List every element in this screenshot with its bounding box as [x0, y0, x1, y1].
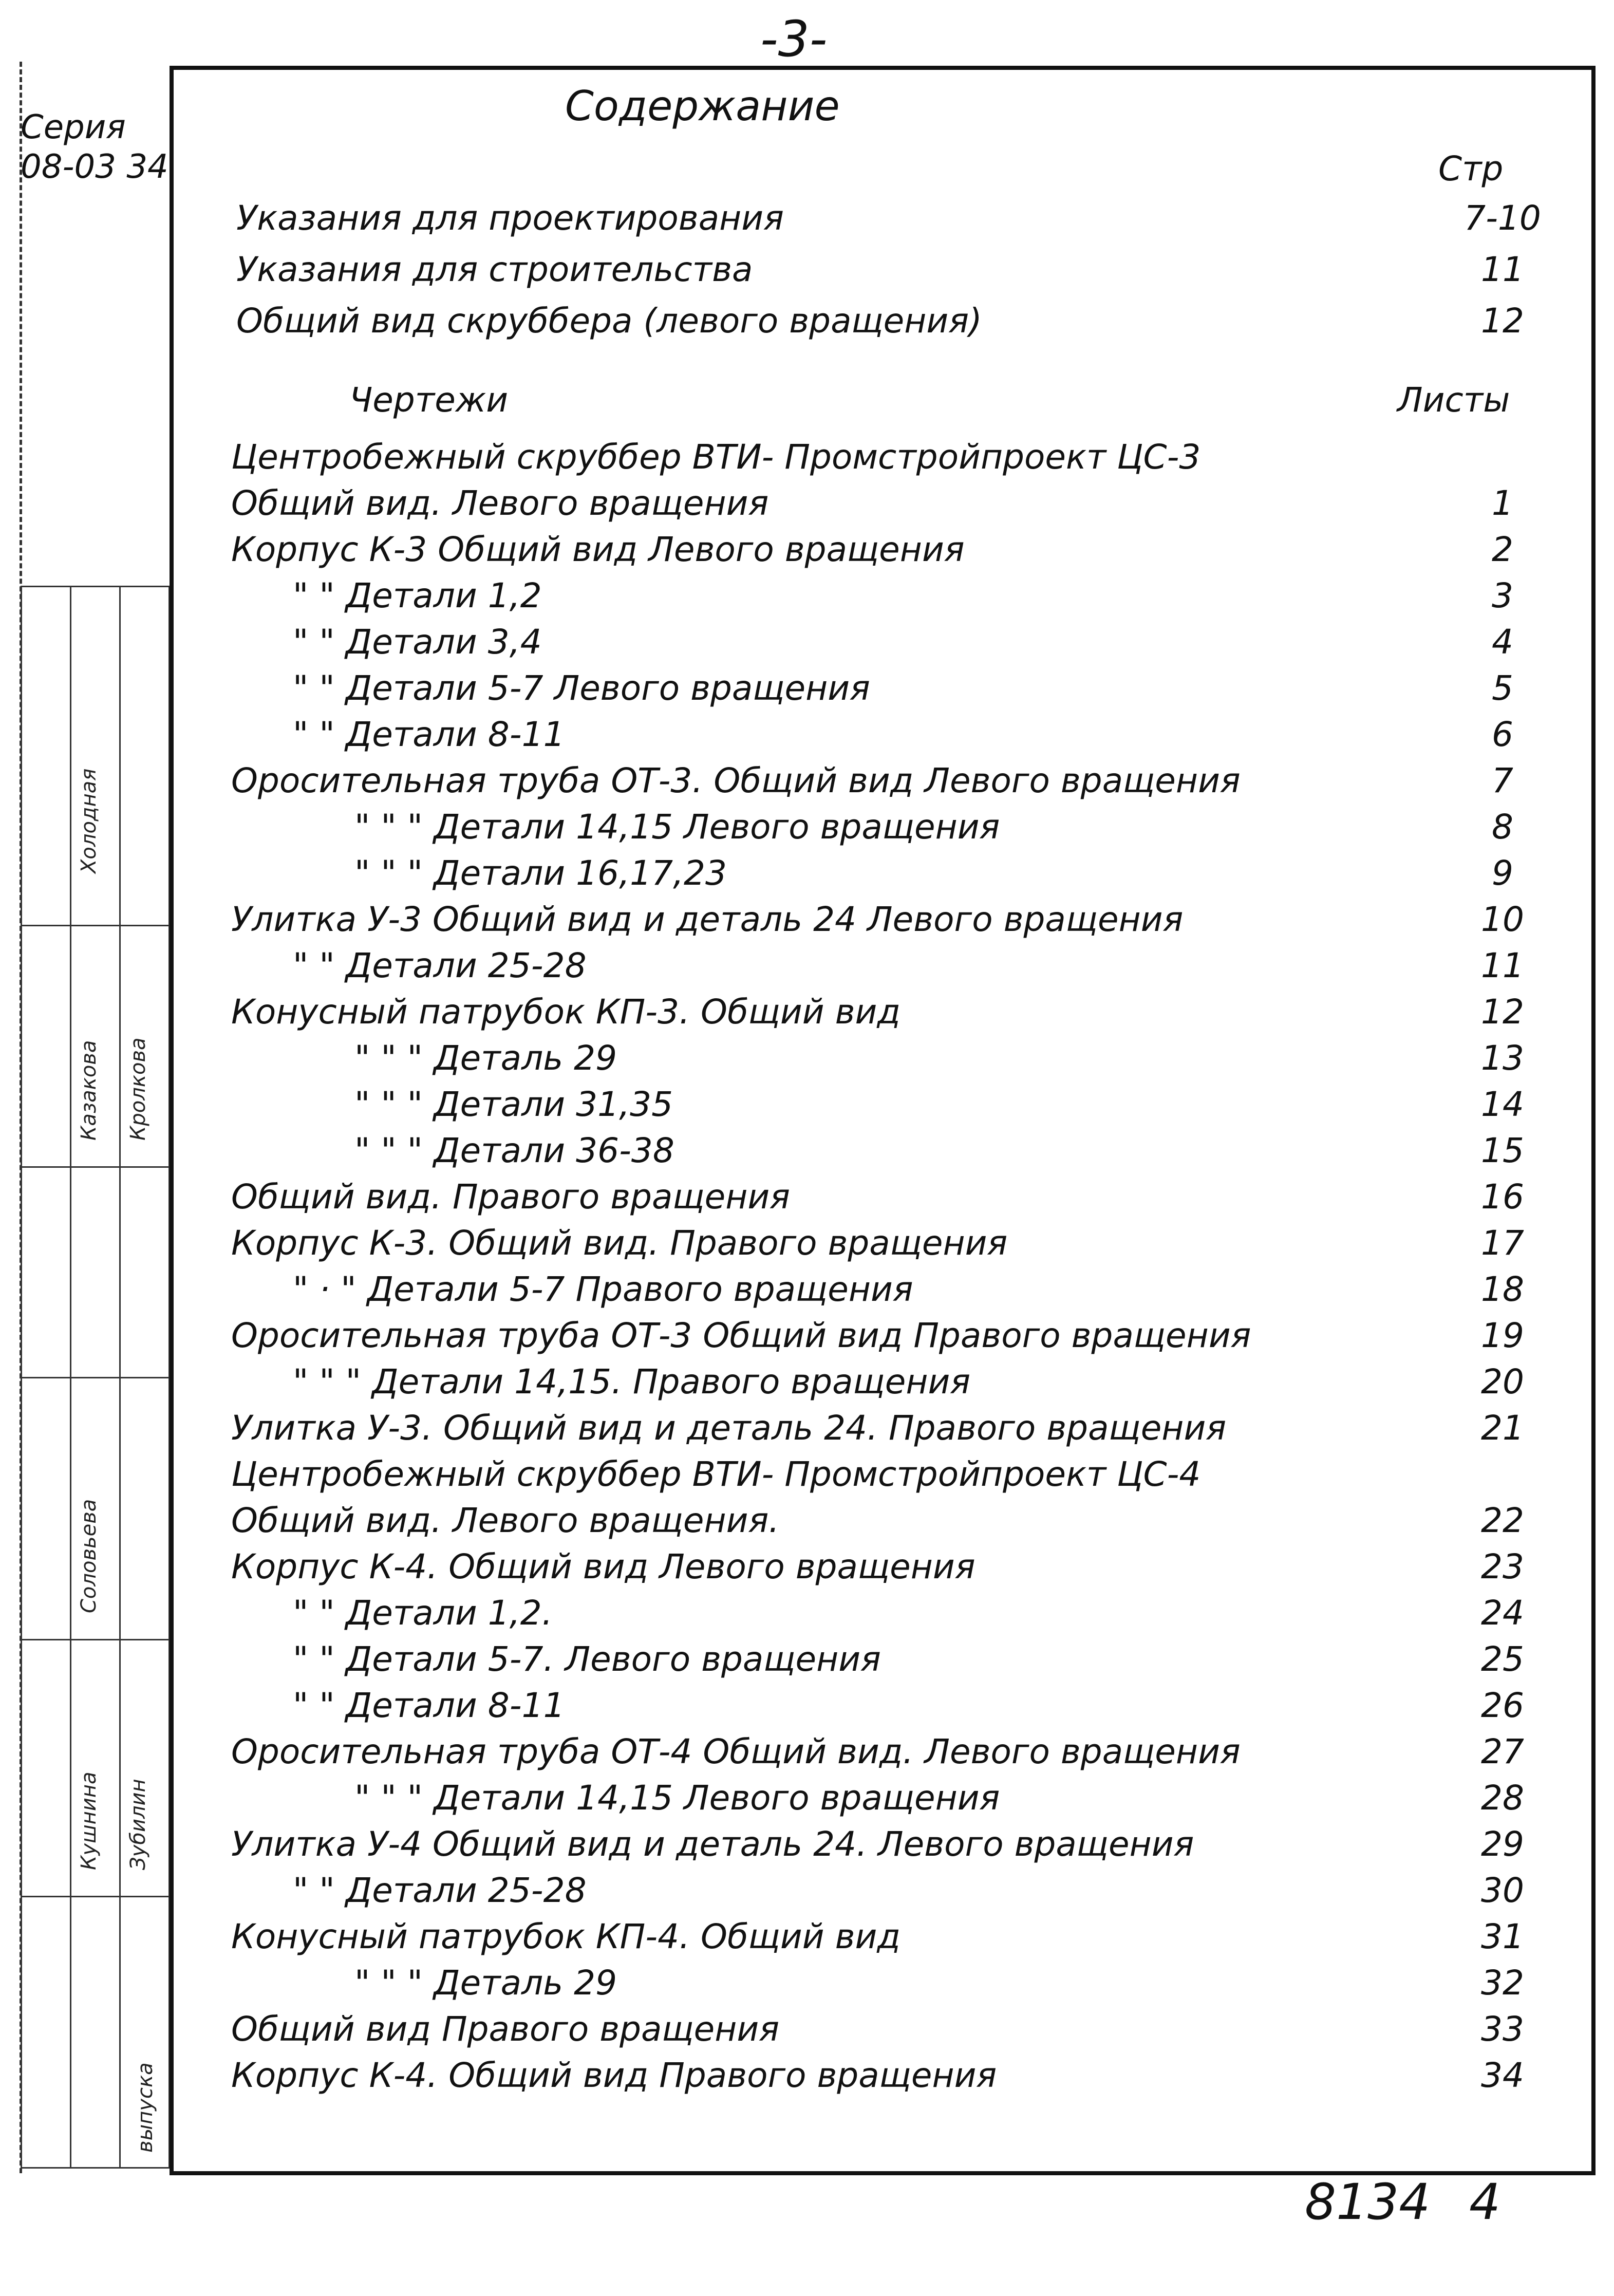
toc-entry-label: " " Детали 8-11 [293, 715, 565, 754]
toc-entry [0, 1914, 1614, 1960]
toc-entry-label: Центробежный скруббер ВТИ- Промстройпроект ЦС-3 [231, 437, 1201, 477]
toc-entry-page: 1 [1492, 483, 1513, 523]
toc-entry-label: " " Детали 25-28 [293, 946, 587, 985]
toc-entry [0, 434, 1614, 480]
toc-entry-page: 23 [1481, 1547, 1524, 1586]
stamp-name: Соловьева [77, 1499, 101, 1613]
toc-entry-label: Оросительная труба ОТ-3 Общий вид Правого вращения [231, 1316, 1251, 1355]
toc-entry-label: " " Детали 1,2. [293, 1593, 553, 1633]
toc-entry-label: Указания для строительства [236, 250, 753, 289]
stamp-release: выпуска [134, 2062, 157, 2153]
toc-entry [0, 1729, 1614, 1775]
toc-entry [0, 1636, 1614, 1683]
page-number: -3- [760, 10, 828, 68]
toc-entry-label: Общий вид. Правого вращения [231, 1177, 791, 1217]
toc-entry-page: 29 [1481, 1824, 1524, 1864]
toc-entry-page: 30 [1481, 1871, 1524, 1910]
toc-entry-label: " " Детали 25-28 [293, 1871, 587, 1910]
toc-entry-label: " " " Детали 31,35 [354, 1085, 673, 1124]
toc-entry-page: 26 [1481, 1686, 1524, 1725]
toc-entry [0, 195, 1614, 241]
toc-entry-page: 13 [1481, 1038, 1524, 1078]
toc-entry-label: " " " Деталь 29 [354, 1038, 617, 1078]
toc-entry-page: 3 [1492, 576, 1513, 615]
toc-entry [0, 1220, 1614, 1266]
toc-entry [0, 573, 1614, 619]
toc-entry-page: 15 [1481, 1131, 1524, 1170]
toc-entry [0, 1035, 1614, 1081]
toc-entry-label: " " Детали 5-7. Левого вращения [293, 1639, 881, 1679]
toc-entry-label: Улитка У-3 Общий вид и деталь 24 Левого вращения [231, 900, 1184, 939]
toc-entry-page: 8 [1492, 807, 1513, 847]
footer-sheet-number: 4 [1469, 2173, 1501, 2231]
series-label [21, 108, 168, 187]
toc-entry-page: 27 [1481, 1732, 1524, 1771]
toc-entry [0, 1313, 1614, 1359]
toc-entry-page: 31 [1481, 1917, 1524, 1956]
toc-entry-page: 6 [1492, 715, 1513, 754]
toc-entry-page: 22 [1481, 1501, 1524, 1540]
toc-entry [0, 665, 1614, 712]
stamp-name: Зубилин [126, 1779, 150, 1870]
toc-entry [0, 712, 1614, 758]
toc-entry-page: 9 [1492, 853, 1513, 893]
toc-entry-label: Указания для проектирования [236, 198, 784, 238]
toc-entry-label: " " " Детали 36-38 [354, 1131, 674, 1170]
toc-entry-label: Оросительная труба ОТ-4 Общий вид. Левого вращения [231, 1732, 1241, 1771]
toc-entry-label: " " Детали 3,4 [293, 622, 542, 662]
toc-entry [0, 1128, 1614, 1174]
toc-entry [0, 1174, 1614, 1220]
toc-entry [0, 1821, 1614, 1868]
toc-entry [0, 943, 1614, 989]
toc-entry [0, 1498, 1614, 1544]
toc-entry [0, 804, 1614, 850]
toc-entry-label: " " " Детали 14,15. Правого вращения [293, 1362, 971, 1402]
col-page-label: Стр [1438, 149, 1504, 189]
toc-entry-label: Центробежный скруббер ВТИ- Промстройпроект ЦС-4 [231, 1454, 1201, 1494]
toc-title: Содержание [565, 82, 840, 130]
toc-entry-label: Корпус К-3 Общий вид Левого вращения [231, 530, 965, 569]
toc-entry [0, 480, 1614, 527]
toc-entry [0, 1451, 1614, 1498]
toc-entry-label: " " " Детали 16,17,23 [354, 853, 727, 893]
toc-entry-page: 28 [1481, 1778, 1524, 1818]
toc-entry-page: 17 [1481, 1223, 1524, 1263]
stamp-row-line [21, 2167, 170, 2169]
stamp-name: Холодная [77, 768, 101, 873]
section-heading: Чертежи [349, 380, 509, 420]
toc-entry [0, 850, 1614, 897]
toc-entry-label: Улитка У-4 Общий вид и деталь 24. Левого вращения [231, 1824, 1194, 1864]
toc-entry-page: 33 [1481, 2009, 1524, 2049]
series-code: 08-03 34 [21, 147, 168, 186]
toc-entry-label: " " Детали 5-7 Левого вращения [293, 668, 870, 708]
toc-entry-page: 14 [1481, 1085, 1524, 1124]
toc-entry [0, 2052, 1614, 2099]
toc-entry-label: Улитка У-3. Общий вид и деталь 24. Правого вращения [231, 1408, 1227, 1448]
toc-entry-page: 34 [1481, 2056, 1524, 2095]
toc-entry-label: " · " Детали 5-7 Правого вращения [293, 1270, 913, 1309]
toc-entry [0, 897, 1614, 943]
toc-entry-page: 12 [1481, 301, 1524, 341]
toc-entry [0, 1359, 1614, 1405]
stamp-name: Кролкова [126, 1037, 150, 1141]
toc-entry-page: 25 [1481, 1639, 1524, 1679]
toc-entry-label: Оросительная труба ОТ-3. Общий вид Левого вращения [231, 761, 1241, 800]
toc-entry [0, 1775, 1614, 1821]
toc-entry-label: " " Детали 8-11 [293, 1686, 565, 1725]
toc-entry [0, 1683, 1614, 1729]
toc-entry-label: Корпус К-4. Общий вид Левого вращения [231, 1547, 975, 1586]
toc-entry-label: Корпус К-4. Общий вид Правого вращения [231, 2056, 997, 2095]
toc-entry-label: " " Детали 1,2 [293, 576, 542, 615]
toc-entry-page: 16 [1481, 1177, 1524, 1217]
toc-entry [0, 527, 1614, 573]
toc-entry [0, 989, 1614, 1035]
toc-entry-label: Общий вид Правого вращения [231, 2009, 780, 2049]
toc-entry [0, 1590, 1614, 1636]
toc-entry [0, 298, 1614, 344]
toc-entry [0, 1960, 1614, 2006]
footer-code: 8134 [1305, 2173, 1431, 2231]
toc-entry [0, 1405, 1614, 1451]
toc-entry [0, 758, 1614, 804]
toc-entry [0, 2006, 1614, 2052]
toc-entry-label: " " " Детали 14,15 Левого вращения [354, 1778, 1000, 1818]
series-label-word: Серия [21, 108, 126, 146]
toc-entry-page: 19 [1481, 1316, 1524, 1355]
toc-entry-page: 7-10 [1464, 198, 1541, 238]
toc-entry-label: Конусный патрубок КП-3. Общий вид [231, 992, 901, 1032]
toc-entry-label: Общий вид. Левого вращения. [231, 1501, 780, 1540]
toc-entry-label: Конусный патрубок КП-4. Общий вид [231, 1917, 901, 1956]
toc-entry-page: 12 [1481, 992, 1524, 1032]
toc-entry [0, 1266, 1614, 1313]
toc-entry-label: Общий вид. Левого вращения [231, 483, 769, 523]
toc-entry-page: 4 [1492, 622, 1513, 662]
stamp-name: Казакова [77, 1040, 101, 1141]
toc-entry-page: 18 [1481, 1270, 1524, 1309]
stamp-name: Кушнина [77, 1771, 101, 1870]
toc-entry-page: 32 [1481, 1963, 1524, 2003]
toc-entry-label: Общий вид скруббера (левого вращения) [236, 301, 982, 341]
toc-entry-page: 2 [1492, 530, 1513, 569]
toc-entry-page: 7 [1492, 761, 1513, 800]
toc-entry-page: 11 [1481, 946, 1524, 985]
toc-entry [0, 1544, 1614, 1590]
toc-entry-page: 5 [1492, 668, 1513, 708]
toc-entry-label: " " " Детали 14,15 Левого вращения [354, 807, 1000, 847]
toc-entry-page: 20 [1481, 1362, 1524, 1402]
toc-entry-label: " " " Деталь 29 [354, 1963, 617, 2003]
col-sheets-label: Листы [1397, 380, 1510, 420]
toc-entry [0, 1081, 1614, 1128]
toc-entry-page: 21 [1481, 1408, 1524, 1448]
toc-entry-page: 24 [1481, 1593, 1524, 1633]
toc-entry [0, 1868, 1614, 1914]
toc-entry-page: 11 [1481, 250, 1524, 289]
toc-entry [0, 619, 1614, 665]
toc-entry-label: Корпус К-3. Общий вид. Правого вращения [231, 1223, 1008, 1263]
toc-entry [0, 247, 1614, 293]
toc-entry-page: 10 [1481, 900, 1524, 939]
